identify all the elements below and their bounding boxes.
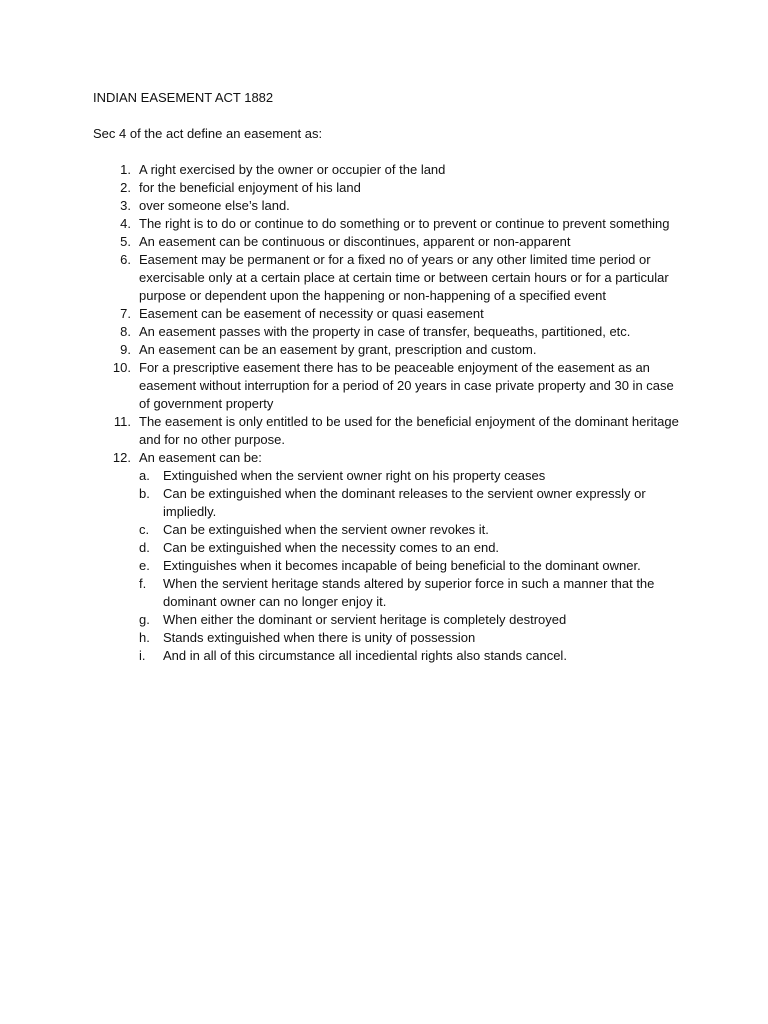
sub-list-item-letter: a. — [139, 468, 150, 483]
sub-list-item-letter: d. — [139, 540, 150, 555]
document-title: INDIAN EASEMENT ACT 1882 — [93, 90, 274, 105]
list-item-text: for the beneficial enjoyment of his land — [139, 180, 361, 195]
list-item — [93, 197, 683, 215]
sub-list-item-letter: i. — [139, 648, 146, 663]
list-item — [93, 251, 683, 305]
easement-list — [93, 161, 683, 665]
list-item — [93, 323, 683, 341]
list-item-number: 5. — [120, 234, 131, 249]
sub-list-item — [139, 611, 683, 629]
list-item-text: A right exercised by the owner or occupier of the land — [139, 162, 446, 177]
sub-list-item-text: Extinguished when the servient owner right on his property ceases — [163, 468, 546, 483]
sub-list-item-text: And in all of this circumstance all incediental rights also stands cancel. — [163, 648, 567, 663]
list-item-number: 12. — [112, 450, 131, 465]
sub-list-item — [139, 485, 683, 521]
list-item-number: 2. — [120, 180, 131, 195]
list-item-text: An easement passes with the property in case of transfer, bequeaths, partitioned, etc. — [139, 324, 631, 339]
sub-list-item-letter: e. — [139, 558, 150, 573]
intro-text: Sec 4 of the act define an easement as: — [93, 126, 323, 141]
sub-list-item-text: Extinguishes when it becomes incapable of being beneficial to the dominant owner. — [163, 558, 641, 573]
list-item — [93, 359, 683, 413]
sub-list-item-letter: c. — [139, 522, 150, 537]
list-item-number: 9. — [120, 342, 131, 357]
list-item — [93, 215, 683, 233]
sub-list-item — [139, 629, 683, 647]
sub-list-item-letter: h. — [139, 630, 150, 645]
list-item-number: 7. — [120, 306, 131, 321]
list-item-text: An easement can be: — [139, 450, 262, 465]
sub-list-item — [139, 647, 683, 665]
list-item-text: For a prescriptive easement there has to be peaceable enjoyment of the easement as an easement without interruption for a period of 20 years in case private property and 30 in case of government property — [139, 360, 674, 411]
sub-list-item-letter: b. — [139, 486, 150, 501]
list-item-text: over someone else’s land. — [139, 198, 290, 213]
list-item-text: An easement can be an easement by grant, prescription and custom. — [139, 342, 537, 357]
sub-list-item-text: Stands extinguished when there is unity of possession — [163, 630, 476, 645]
sub-list-item-letter: g. — [139, 612, 150, 627]
list-item-number: 11. — [113, 414, 131, 429]
sub-list-item-letter: f. — [139, 576, 147, 591]
list-item — [93, 161, 683, 179]
list-item — [93, 305, 683, 323]
sub-list-item — [139, 521, 683, 539]
sub-list-item-text: When the servient heritage stands altered by superior force in such a manner that the dominant owner can no longer enjoy it. — [163, 576, 655, 609]
sub-list-item — [139, 557, 683, 575]
sub-list-item — [139, 467, 683, 485]
list-item-text: Easement can be easement of necessity or quasi easement — [139, 306, 484, 321]
list-item-number: 6. — [120, 252, 131, 267]
list-item-number: 3. — [120, 198, 131, 213]
sub-list-item-text: When either the dominant or servient heritage is completely destroyed — [163, 612, 567, 627]
sub-list-item-text: Can be extinguished when the necessity comes to an end. — [163, 540, 500, 555]
document-content — [93, 89, 683, 665]
list-item — [93, 413, 683, 449]
list-item — [93, 179, 683, 197]
list-item-text: The right is to do or continue to do something or to prevent or continue to prevent something — [139, 216, 670, 231]
sub-list-item-text: Can be extinguished when the servient owner revokes it. — [163, 522, 489, 537]
list-item-text: Easement may be permanent or for a fixed no of years or any other limited time period or exercisable only at a certain place at certain time or between certain hours or for a particular purpose or dependent upon the happening or non-happening of a specified event — [139, 252, 669, 303]
list-item-number: 4. — [120, 216, 131, 231]
list-item-text: The easement is only entitled to be used for the beneficial enjoyment of the dominant heritage and for no other purpose. — [139, 414, 679, 447]
sub-list-item — [139, 575, 683, 611]
sub-list-item — [139, 539, 683, 557]
sub-list-item-text: Can be extinguished when the dominant releases to the servient owner expressly or impliedly. — [163, 486, 646, 519]
list-item-number: 1. — [120, 162, 131, 177]
list-item-text: An easement can be continuous or discontinues, apparent or non-apparent — [139, 234, 571, 249]
list-item-number: 10. — [112, 360, 131, 375]
list-item-number: 8. — [120, 324, 131, 339]
list-item — [93, 233, 683, 251]
list-item — [93, 449, 683, 665]
list-item — [93, 341, 683, 359]
sub-list — [139, 467, 683, 665]
